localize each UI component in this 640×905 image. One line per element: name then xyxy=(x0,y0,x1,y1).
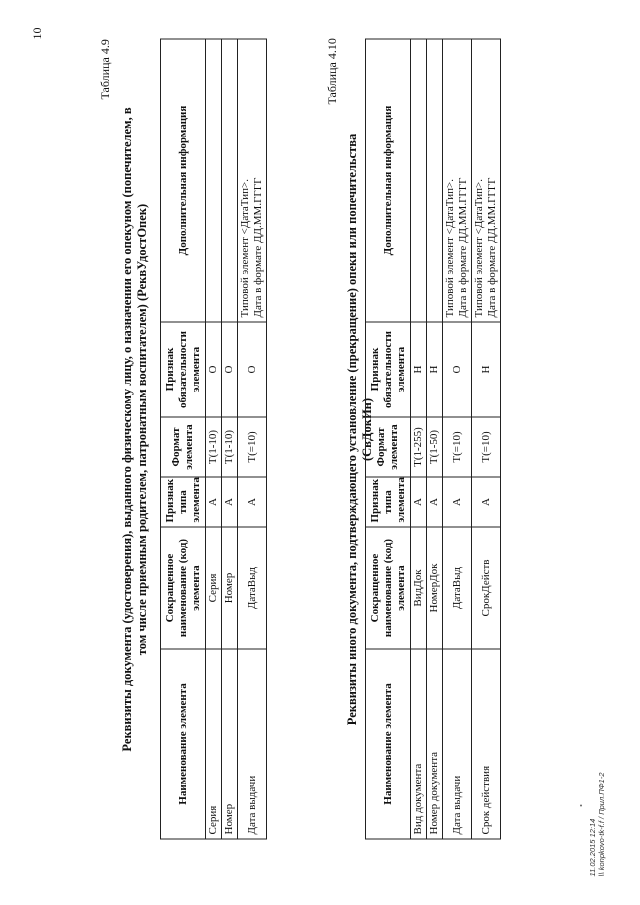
table-4-10-title: Реквизиты иного документа, подтверждающего установление (прекращение) опеки или попечительства (СвДокИн) xyxy=(345,133,374,726)
element-format: T(=10) xyxy=(443,417,472,477)
element-required: О xyxy=(443,322,472,417)
element-type: А xyxy=(443,477,472,527)
header-cell: Признак типа элемента xyxy=(161,477,206,527)
info-line: Типовой элемент <ДатаТип>. xyxy=(444,179,456,318)
element-name: Вид документа xyxy=(411,649,427,839)
table-4-9-title: Реквизиты документа (удостоверения), выданного физическому лицу, о назначении его опекуном (попечителем, в том числе приемным родителем, патронатным воспитателем) (РеквУдостОпек) xyxy=(120,107,149,752)
info-line: Дата в формате ДД.ММ.ГГГГ xyxy=(457,177,469,318)
table-row xyxy=(411,39,427,839)
header-cell: Признак обязательности элемента xyxy=(366,322,411,417)
element-code: СрокДейств xyxy=(472,527,501,649)
table-row xyxy=(238,39,267,839)
table-row xyxy=(427,39,443,839)
table-4-9 xyxy=(160,39,267,840)
element-name: Серия xyxy=(206,649,222,839)
element-code: НомерДок xyxy=(427,527,443,649)
footer-stamp xyxy=(588,772,606,876)
scan-speck xyxy=(580,805,582,807)
table-4-10 xyxy=(365,39,501,840)
element-type: А xyxy=(222,477,238,527)
element-code: Номер xyxy=(222,527,238,649)
element-code: Серия xyxy=(206,527,222,649)
element-type: А xyxy=(411,477,427,527)
element-name: Номер документа xyxy=(427,649,443,839)
element-type: А xyxy=(238,477,267,527)
element-info xyxy=(238,39,267,322)
element-type: А xyxy=(206,477,222,527)
info-line: Типовой элемент <ДатаТип>. xyxy=(473,179,485,318)
element-format: T(1-50) xyxy=(427,417,443,477)
table-row xyxy=(206,39,222,839)
element-type: А xyxy=(472,477,501,527)
element-name: Номер xyxy=(222,649,238,839)
table-4-9-number: Таблица 4.9 xyxy=(98,39,112,100)
element-code: ДатаВыд xyxy=(238,527,267,649)
header-cell: Признак типа элемента xyxy=(366,477,411,527)
page-number: 10 xyxy=(30,27,44,40)
header-cell: Признак обязательности элемента xyxy=(161,322,206,417)
element-format: T(1-255) xyxy=(411,417,427,477)
footer-line: 11.02.2015 12:14 xyxy=(588,818,597,877)
element-required: Н xyxy=(427,322,443,417)
element-format: T(=10) xyxy=(472,417,501,477)
element-code: ДатаВыд xyxy=(443,527,472,649)
table-row xyxy=(472,39,501,839)
element-required: Н xyxy=(411,322,427,417)
element-info xyxy=(472,39,501,322)
element-info xyxy=(427,39,443,322)
element-required: О xyxy=(206,322,222,417)
element-name: Дата выдачи xyxy=(443,649,472,839)
header-cell: Сокращенное наименование (код) элемента xyxy=(366,527,411,649)
element-type: А xyxy=(427,477,443,527)
element-required: Н xyxy=(472,322,501,417)
header-cell: Формат элемента xyxy=(366,417,411,477)
element-name: Срок действия xyxy=(472,649,501,839)
header-cell: Сокращенное наименование (код) элемента xyxy=(161,527,206,649)
header-cell: Формат элемента xyxy=(161,417,206,477)
element-name: Дата выдачи xyxy=(238,649,267,839)
footer-line: \\ konpkovo-tk-f.f / Прил.ПФ1-2 xyxy=(597,772,606,877)
element-info xyxy=(411,39,427,322)
element-required: О xyxy=(238,322,267,417)
info-line: Типовой элемент <ДатаТип>. xyxy=(239,179,251,318)
element-required: О xyxy=(222,322,238,417)
header-cell: Наименование элемента xyxy=(161,649,206,839)
table-row xyxy=(443,39,472,839)
element-info xyxy=(443,39,472,322)
table-row xyxy=(222,39,238,839)
header-cell: Дополнительная информация xyxy=(161,39,206,322)
element-code: ВидДок xyxy=(411,527,427,649)
info-line: Дата в формате ДД.ММ.ГГГГ xyxy=(486,177,498,318)
element-format: T(=10) xyxy=(238,417,267,477)
header-cell: Наименование элемента xyxy=(366,649,411,839)
element-format: T(1-10) xyxy=(206,417,222,477)
element-info xyxy=(222,39,238,322)
element-format: T(1-10) xyxy=(222,417,238,477)
header-cell: Дополнительная информация xyxy=(366,39,411,322)
element-info xyxy=(206,39,222,322)
table-4-10-number: Таблица 4.10 xyxy=(325,38,339,105)
info-line: Дата в формате ДД.ММ.ГГГГ xyxy=(252,177,264,318)
